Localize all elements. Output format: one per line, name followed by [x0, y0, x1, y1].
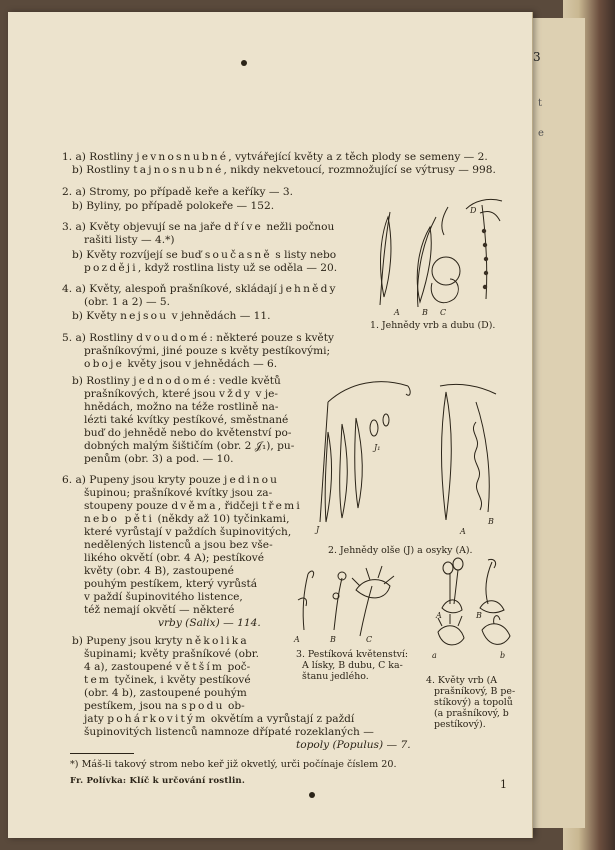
text-line: v paždí šupinovitého listence,: [84, 591, 243, 603]
figure-4-label: A: [436, 611, 442, 620]
figure-3-caption-line: štanu jedlého.: [302, 671, 369, 682]
text-line: 5. a) Rostliny dvoudomé: některé pouze s květy: [62, 332, 334, 344]
figure-4-label: B: [476, 611, 482, 620]
text-line: 1. a) Rostliny jevnosnubné, vytvářející květy a z těch plody se semeny — 2.: [62, 151, 488, 163]
text-line: dobných malým šištičím (obr. 2 𝒥₁), pu-: [84, 440, 295, 452]
text-line: prašníkových, které jsou vždy v je-: [84, 388, 279, 400]
text-line: tem tyčinek, i květy pestíkové: [84, 674, 251, 686]
text-line: likého okvětí (obr. 4 A); pestíkové: [84, 552, 265, 564]
figure-2-illustration: [310, 372, 510, 542]
footnote: *) Máš-li takový strom nebo keř již okvetlý, urči počínaje číslem 20.: [70, 759, 397, 770]
text-line: topoly (Populus) — 7.: [296, 739, 411, 751]
text-line: pouhým pestíkem, který vyrůstá: [84, 578, 258, 590]
text-line: (obr. 1 a 2) — 5.: [84, 296, 171, 308]
figure-2-label: J: [316, 525, 320, 534]
figure-3-caption-line: A lísky, B dubu, C ka-: [302, 660, 403, 671]
page-dot: [309, 792, 315, 798]
text-line: 3. a) Květy objevují se na jaře dříve nežli počnou: [62, 221, 335, 233]
text-line: b) Rostliny tajnosnubné, nikdy nekvetoucí, rozmnožující se výtrusy — 998.: [72, 164, 496, 176]
text-line: šupinami; květy prašníkové (obr.: [84, 648, 260, 660]
text-line: oboje květy jsou v jehnědách — 6.: [84, 358, 278, 370]
page-number: 1: [500, 778, 507, 791]
figure-4-caption-line: pestíkový).: [434, 719, 486, 730]
text-line: hnědách, možno na téže rostlině na-: [84, 401, 279, 413]
text-line: 2. a) Stromy, po případě keře a keříky — 3.: [62, 186, 293, 198]
figure-3-label: B: [330, 635, 336, 644]
text-line: penům (obr. 3) a pod. — 10.: [84, 453, 234, 465]
figure-4-label: b: [500, 651, 506, 660]
figure-3-label: A: [294, 635, 300, 644]
figure-1-label: B: [422, 308, 428, 317]
text-line: šupinovitých listenců namnoze dřípaté rozeklaných —: [84, 726, 374, 738]
text-line: b) Květy rozvíjejí se buď současně s listy nebo: [72, 249, 337, 261]
figure-2-label: B: [488, 517, 494, 526]
text-line: později, když rostlina listy už se oděla — 20.: [84, 262, 338, 274]
text-line: vrby (Salix) — 114.: [158, 617, 261, 629]
footer-credit: Fr. Polívka: Klíč k určování rostlin.: [70, 776, 246, 786]
footnote-rule: [70, 753, 134, 754]
text-line: b) Pupeny jsou kryty několika: [72, 635, 249, 647]
figure-4-caption-line: stíkový) a topolů: [434, 697, 513, 708]
book-page: [8, 12, 533, 838]
figure-4-caption-line: 4. Květy vrb (A: [426, 675, 498, 686]
figure-1-label: A: [394, 308, 400, 317]
text-line: prašníkovými, jiné pouze s květy pestíkovými;: [84, 345, 331, 357]
figure-3-caption-line: 3. Pestíková květenství:: [296, 649, 409, 660]
figure-1-caption: 1. Jehnědy vrb a dubu (D).: [370, 320, 496, 331]
figure-2-label: J₁: [374, 443, 381, 452]
figure-4-caption-line: (a prašníkový, b: [434, 708, 509, 719]
figure-3-illustration: [290, 560, 398, 644]
text-line: lézti také kvítky pestíkové, směstnané: [84, 414, 289, 426]
text-line: buď do jehnědě nebo do květenství po-: [84, 427, 292, 439]
text-line: nedělených listenců a jsou bez vše-: [84, 539, 273, 551]
text-line: jaty pohárkovitým okvětím a vyrůstají z paždí: [84, 713, 355, 725]
text-line: též nemají okvětí — některé: [84, 604, 235, 616]
next-page-mark: t: [538, 98, 543, 109]
next-page-mark: e: [538, 128, 544, 139]
figure-2-label: A: [460, 527, 466, 536]
text-line: květy (obr. 4 B), zastoupené: [84, 565, 234, 577]
text-line: nebo pěti (někdy až 10) tyčinkami,: [84, 513, 290, 525]
page-dot: [241, 60, 247, 66]
text-line: šupinou; prašníkové kvítky jsou za-: [84, 487, 273, 499]
figure-4-illustration: [428, 552, 520, 672]
text-line: 4 a), zastoupené větším poč-: [84, 661, 251, 673]
text-line: rašiti listy — 4.*): [84, 234, 175, 246]
text-line: b) Byliny, po případě polokeře — 152.: [72, 200, 275, 212]
text-line: b) Květy nejsou v jehnědách — 11.: [72, 310, 271, 322]
text-line: 4. a) Květy, alespoň prašníkové, skládají jehnědy: [62, 283, 338, 295]
figure-2-caption: 2. Jehnědy olše (J) a osyky (A).: [328, 545, 473, 556]
figure-4-caption-line: prašníkový, B pe-: [434, 686, 516, 697]
text-line: b) Rostliny jednodomé: vedle květů: [72, 375, 281, 387]
text-line: (obr. 4 b), zastoupené pouhým: [84, 687, 247, 699]
figure-1-label: D: [470, 206, 477, 215]
figure-1-illustration: [370, 187, 508, 317]
text-line: 6. a) Pupeny jsou kryty pouze jedinou: [62, 474, 280, 486]
figure-4-label: a: [432, 651, 437, 660]
text-line: pestíkem, jsou na spodu ob-: [84, 700, 245, 712]
text-line: stoupeny pouze dvěma, řidčeji třemi: [84, 500, 302, 512]
figure-1-label: C: [440, 308, 447, 317]
text-line: které vyrůstají v paždích šupinovitých,: [84, 526, 292, 538]
next-page-number: 3: [533, 50, 541, 64]
figure-3-label: C: [366, 635, 373, 644]
